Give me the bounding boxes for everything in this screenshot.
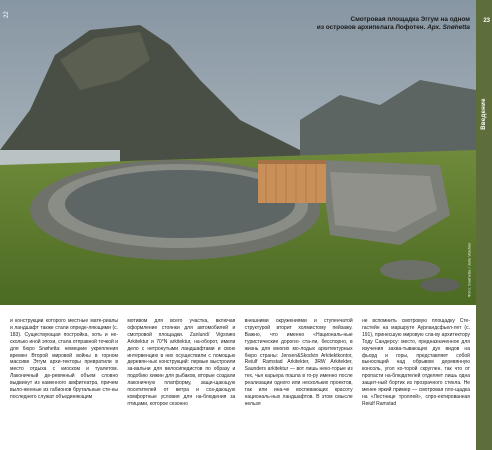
section-label [477,84,491,144]
caption-author: Арх. Snøhetta [427,24,470,31]
text-column-1: и конструкции которого местные мате-риалы и ландшафт также стали опреде-ляющими (с. 183). Существующая постройка, хоть и не-сколько иной эпохи, стала отправной точкой и для бюро Snøhetta: немецкие укрепления времен Второй мировой войны в горном массиве Эггум архи-текторы превратили в место отдыха с киоском и туалетом. Лаконичный де-ревянный объем словно выдвинут из каменного амфитеатра, причем выло-женные из габионов брутальные сте-ны последнего служат объединяющим [10,318,118,400]
text-column-3: внешними окружениями и ступенчатой структурой вторит холмистому пейзажу. Важно, что именно «Националь-ные туристические дороги» ста-ли, бесспорно, в жизнь для многих мо-лодых архитектурных бюро страны: Jensen&Skodvin Arkitektkontor, Reiulf Ramstad Arkitekter, 3RW Arkitekter, Saunders arkitektur — вот лишь неко-торые из тех, чья карьера пошла в го-ру именно после реализации одного или нескольких проектов, так или ина-че воспевающих красоту националь-ных ландшафтов. В этом смысле нельзя [244,318,353,407]
photo-credit-text: Фото: Snøhetta / Jarle Wæhler [466,242,472,298]
caption-line2-wrap [300,24,470,32]
caption-line2: из островов архипелага Лофотен. [316,24,426,31]
section-label-text: Введение [481,98,487,130]
text-column-4: не вспомнить смотровую площадку Сте-гастейн на маршруте Аурландсфьел-лет (с. 191), принесшую мировую сла-ву архитектору Тоду Сандерсу: место, предназначенное для изучения захва-тывающих дух видов на фьорд и горы, представляет собой выносящий над обрывом деревянную консоль, угол ко-торой скруглен, так что от пропасти на-блюдателей отделяет лишь одна защит-ный бортик из прозрачного стекла. Не менее яркий пример — смотровая пло-щадка на «Лестнице троллей», спро-ектированная Reiulf Ramstad [361,318,470,407]
page-number-right: 23 [483,18,490,24]
caption-line1: Смотровая площадка Эггум на одном [350,16,470,23]
section-side-strip [476,0,492,450]
text-columns [10,318,470,408]
photo-caption [300,16,470,32]
page-number-left: 22 [4,11,10,18]
photo-credit [464,240,474,300]
text-column-2: мотивом для всего участка, включая оформление стоянки для автомобилей и смотровой площадки. Zanlund/ Vigsnæs Arkitektur и 70°N arkitektur, на-оборот, имели дело с нетронутыми ландшафтами и свою интервенцию в них осуществили с помощью деревян-ных конструкций: первые выстроили за-вальни для велосипедистов по образу и подобию хижин для рыбаков, вторые создали лаконичную платформу, защи-щающую посетителей от ветра и соз-дающую комфортные условия для на-блюдения за птицами, которое сезонно [127,318,236,407]
